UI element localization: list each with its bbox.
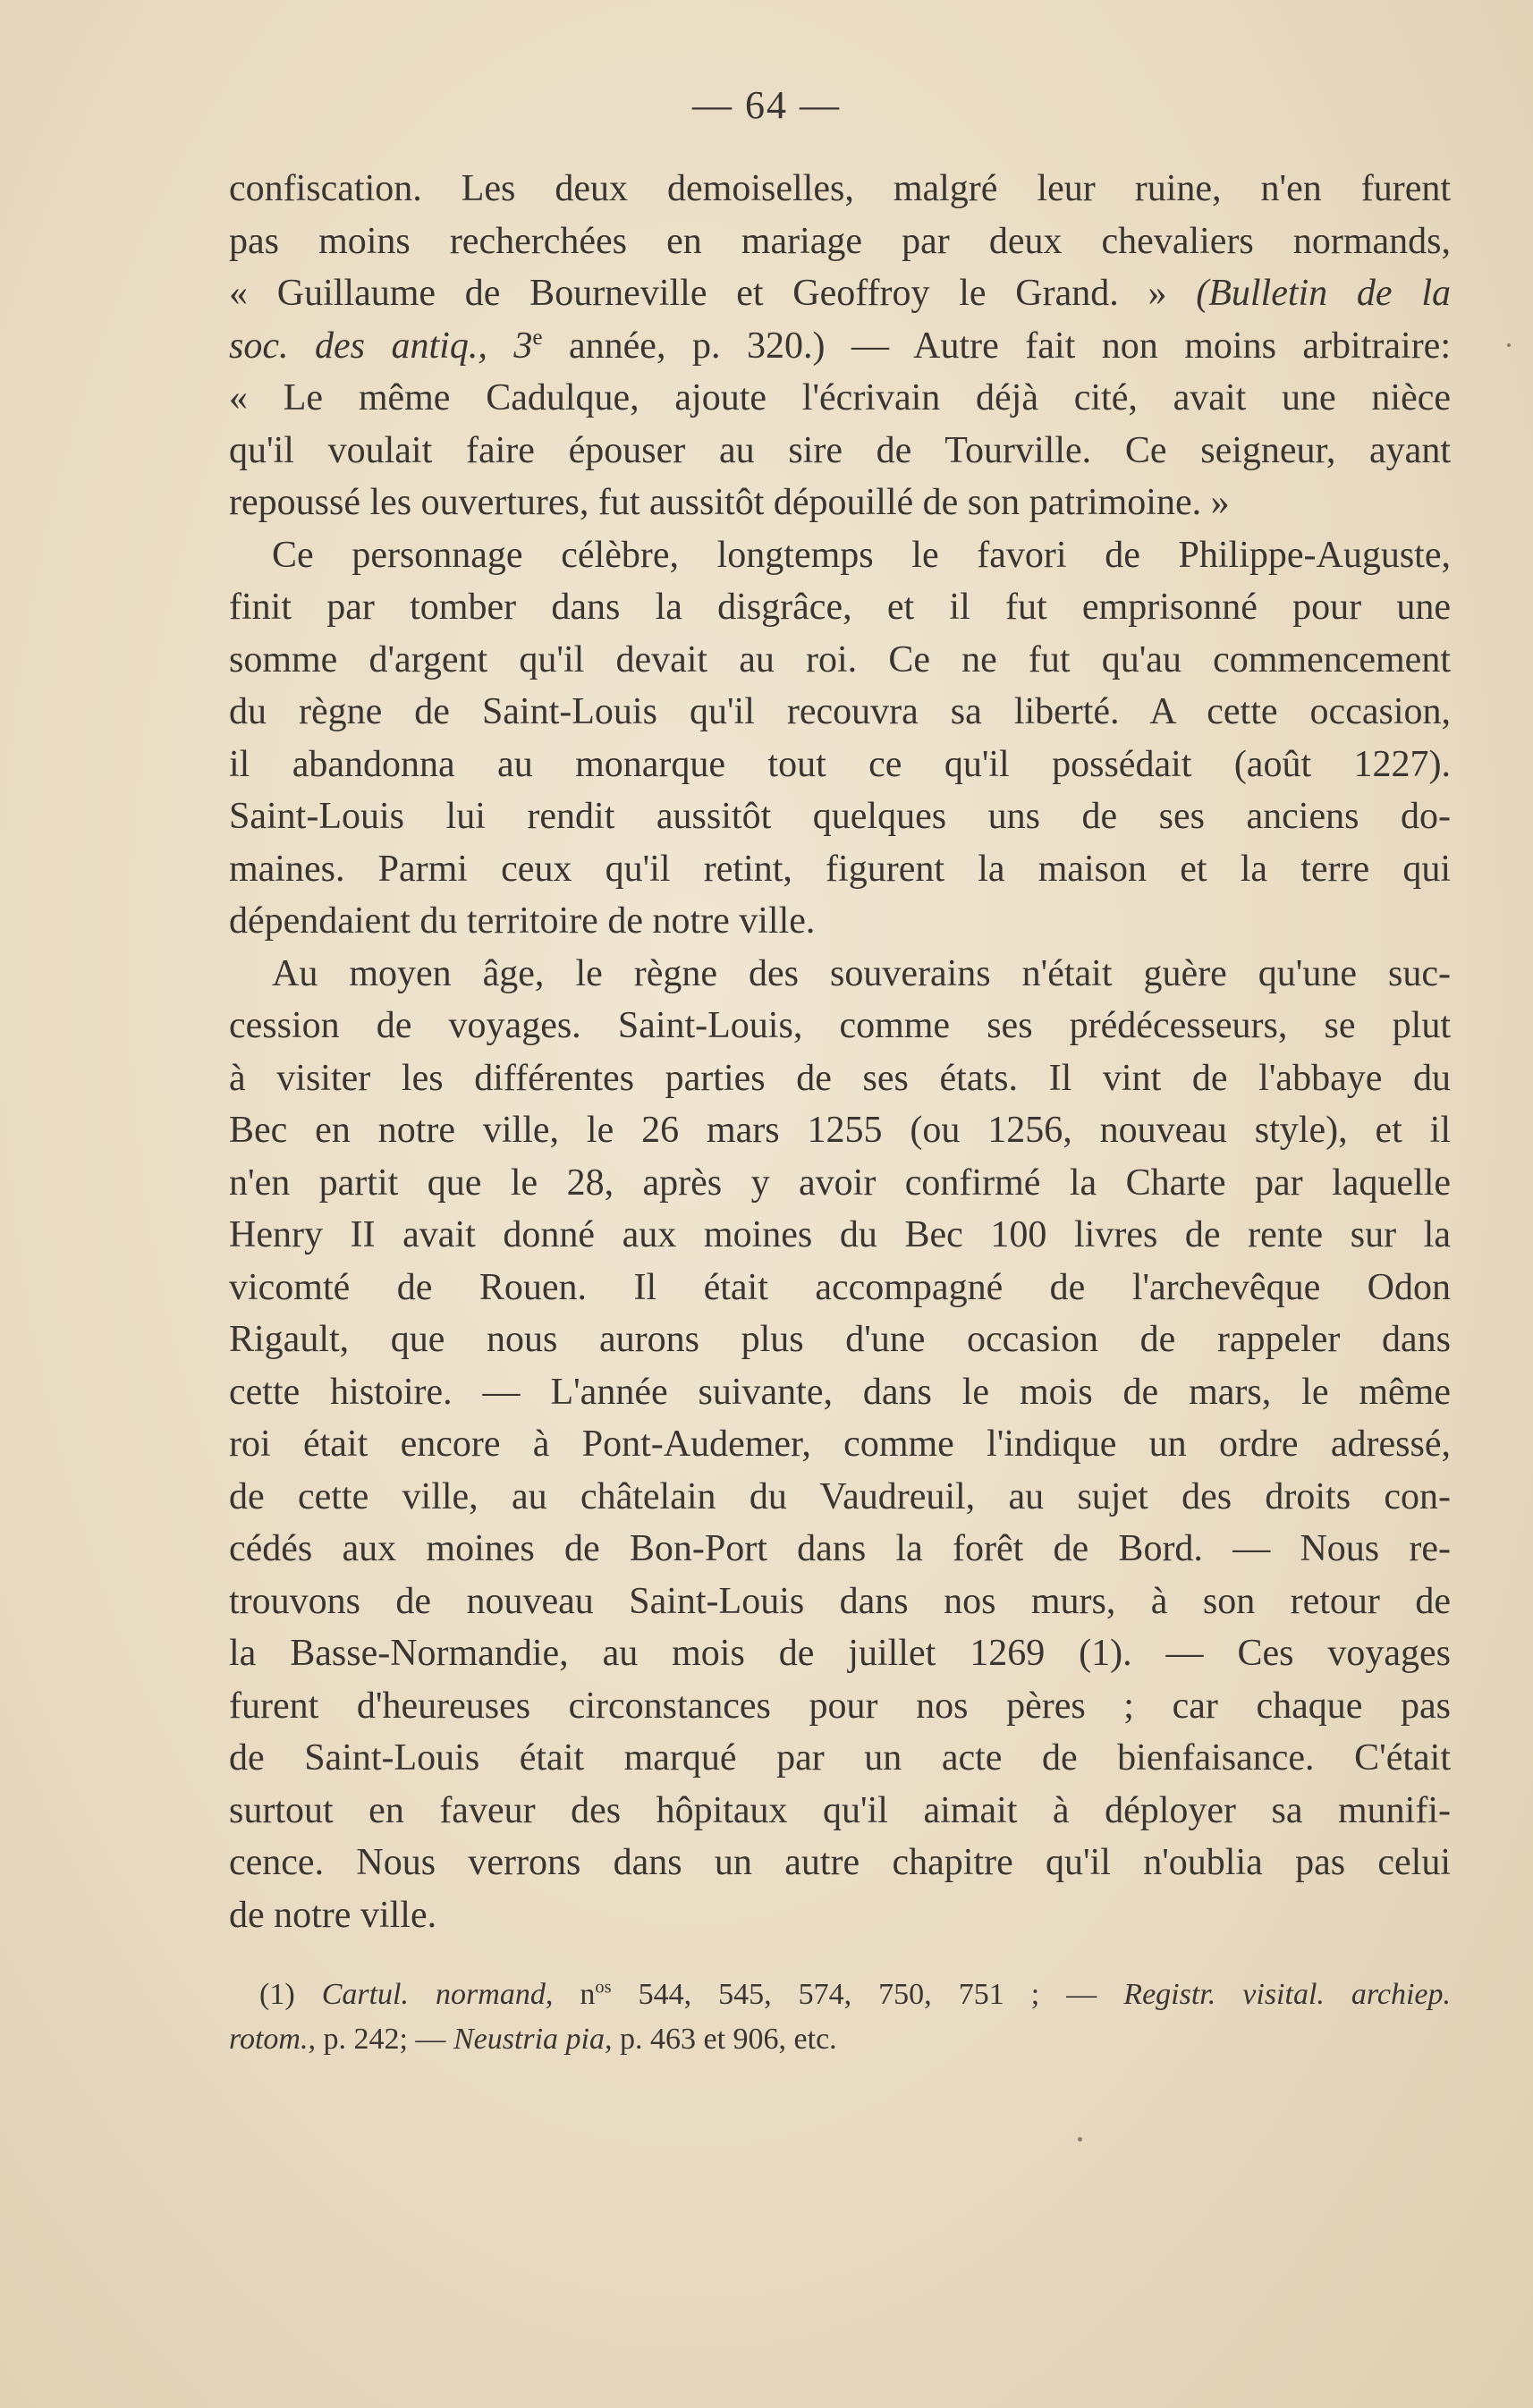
text-line: Saint-Louis lui rendit aussitôt quelques uns de ses anciens do- (229, 796, 1451, 837)
footnote-nos: n (580, 1978, 596, 2011)
text-line: maines. Parmi ceux qu'il retint, figurent la maison et la terre qui (229, 848, 1451, 890)
footnote-marker: (1) (259, 1978, 295, 2011)
footnote-source: Cartul. normand, (321, 1978, 554, 2011)
text-line: Ce personnage célèbre, longtemps le favori de Philippe-Auguste, (272, 534, 1451, 576)
text-line: finit par tomber dans la disgrâce, et il fut emprisonné pour une (229, 587, 1451, 628)
superscript: e (532, 325, 543, 350)
text-line: cession de voyages. Saint-Louis, comme ses prédécesseurs, se plut (229, 1005, 1451, 1046)
text-line: somme d'argent qu'il devait au roi. Ce ne fut qu'au commencement (229, 638, 1451, 680)
text-line: roi était encore à Pont-Audemer, comme l'indique un ordre adressé, (229, 1424, 1451, 1465)
text-line: Au moyen âge, le règne des souverains n'était guère qu'une suc- (272, 952, 1451, 994)
superscript: os (595, 1977, 612, 1998)
footnote-page: p. 463 et 906, etc. (612, 2023, 837, 2056)
citation-italic: (Bulletin de la (1196, 273, 1451, 314)
paragraph-1 (229, 163, 1451, 529)
footnote-source: Neustria pia, (453, 2023, 613, 2056)
quote-text: « Guillaume de Bourneville et Geoffroy le Grand. » (229, 273, 1167, 314)
text-line: pas moins recherchées en mariage par deux chevaliers normands, (229, 220, 1451, 262)
footnote-line (229, 2017, 1451, 2062)
text-line: repoussé les ouvertures, fut aussitôt dépouillé de son patrimoine. » (229, 482, 1230, 523)
paragraph-2 (229, 529, 1451, 948)
text-line: dépendaient du territoire de notre ville. (229, 900, 816, 942)
text-line: confiscation. Les deux demoiselles, malgré leur ruine, n'en furent (229, 168, 1451, 209)
footnote-line (229, 1973, 1451, 2017)
text-line: cette histoire. — L'année suivante, dans le mois de mars, le même (229, 1371, 1451, 1413)
citation-italic: soc. des antiq., 3 (229, 325, 533, 367)
page-number: — 64 — (692, 83, 841, 127)
citation-rest: année, p. 320.) — Autre fait non moins arbitraire: (542, 325, 1451, 367)
text-line: Rigault, que nous aurons plus d'une occasion de rappeler dans (229, 1319, 1451, 1360)
footnote-page: p. 242; — (315, 2023, 446, 2056)
text-line: Henry II avait donné aux moines du Bec 100 livres de rente sur la (229, 1214, 1451, 1255)
text-line: Bec en notre ville, le 26 mars 1255 (ou 1256, nouveau style), et il (229, 1110, 1451, 1151)
paragraph-3 (229, 948, 1451, 1942)
text-line: du règne de Saint-Louis qu'il recouvra sa liberté. A cette occasion, (229, 691, 1451, 732)
text-line: il abandonna au monarque tout ce qu'il possédait (août 1227). (229, 743, 1451, 785)
text-line: de cette ville, au châtelain du Vaudreuil, au sujet des droits con- (229, 1475, 1451, 1517)
text-line: surtout en faveur des hôpitaux qu'il aimait à déployer sa munifi- (229, 1789, 1451, 1831)
text-line: vicomté de Rouen. Il était accompagné de l'archevêque Odon (229, 1266, 1451, 1308)
body-text (229, 163, 1451, 1941)
footnote-numbers: 544, 545, 574, 750, 751 ; — (611, 1978, 1097, 2011)
footnote-source: Registr. visital. archiep. (1123, 1978, 1452, 2011)
paper-speck (1507, 343, 1511, 347)
text-line: de notre ville. (229, 1894, 437, 1936)
text-line: n'en partit que le 28, après y avoir confirmé la Charte par laquelle (229, 1162, 1451, 1204)
text-line: cence. Nous verrons dans un autre chapitre qu'il n'oublia pas celui (229, 1842, 1451, 1883)
text-line: trouvons de nouveau Saint-Louis dans nos murs, à son retour de (229, 1580, 1451, 1622)
text-line: « Le même Cadulque, ajoute l'écrivain déjà cité, avait une nièce (229, 377, 1451, 418)
footnote (229, 1973, 1451, 2062)
text-line: la Basse-Normandie, au mois de juillet 1269 (1). — Ces voyages (229, 1633, 1451, 1674)
text-line: de Saint-Louis était marqué par un acte de bienfaisance. C'était (229, 1737, 1451, 1779)
text-line: cédés aux moines de Bon-Port dans la forêt de Bord. — Nous re- (229, 1528, 1451, 1569)
paper-speck (1078, 2137, 1082, 2142)
footnote-source: rotom., (229, 2023, 316, 2056)
text-line (229, 267, 1451, 320)
text-line (229, 320, 1451, 373)
text-line: furent d'heureuses circonstances pour nos pères ; car chaque pas (229, 1685, 1451, 1727)
text-line: qu'il voulait faire épouser au sire de Tourville. Ce seigneur, ayant (229, 429, 1451, 471)
text-line: à visiter les différentes parties de ses états. Il vint de l'abbaye du (229, 1057, 1451, 1099)
